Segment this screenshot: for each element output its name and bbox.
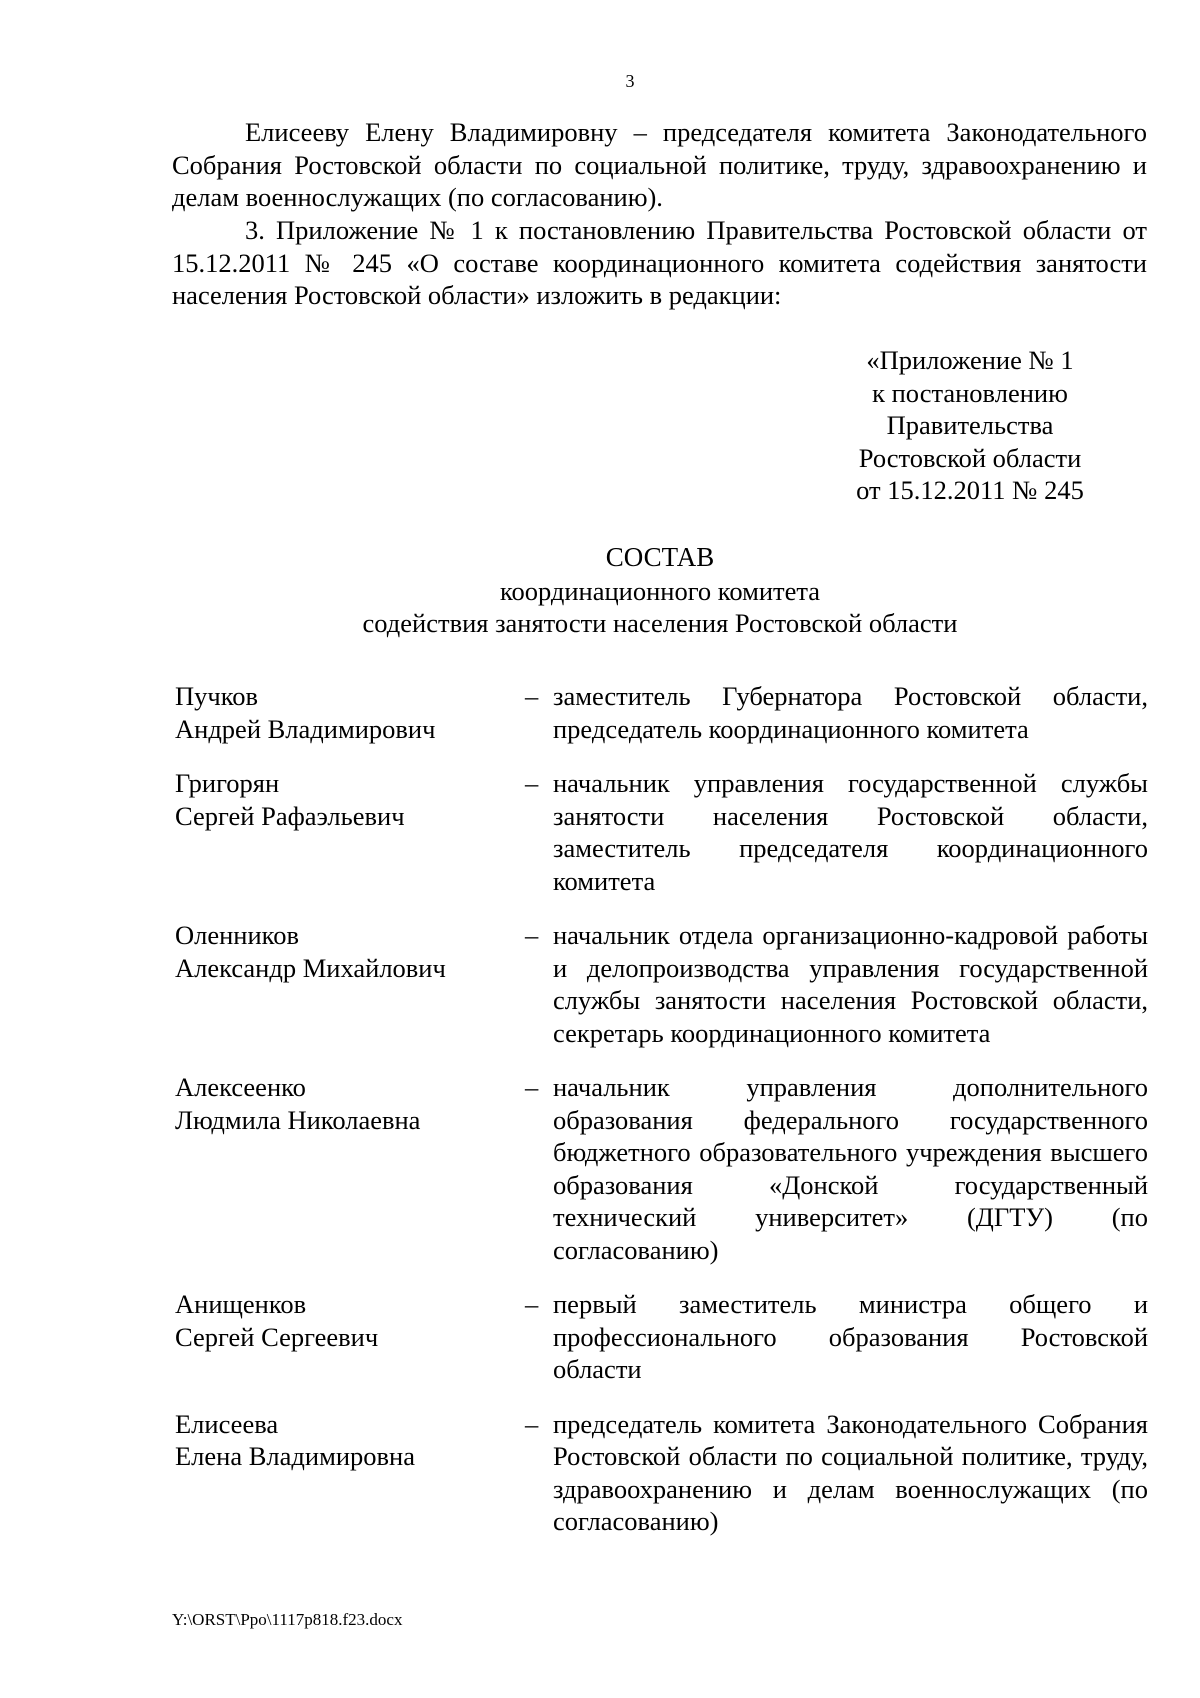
member-name bbox=[175, 767, 525, 897]
member-role: начальник управления государственной службы занятости населения Ростовской области, заместитель председателя координационного комитета bbox=[553, 768, 1148, 896]
appendix-line: «Приложение № 1 bbox=[866, 345, 1074, 375]
member-name bbox=[175, 1408, 525, 1538]
member-row bbox=[175, 1408, 1148, 1538]
member-role: заместитель Губернатора Ростовской области, председатель координационного комитета bbox=[553, 681, 1148, 744]
member-surname: Анищенков bbox=[175, 1289, 307, 1319]
member-surname: Елисеева bbox=[175, 1408, 279, 1439]
members-list bbox=[175, 680, 1148, 1560]
member-row bbox=[175, 680, 1148, 745]
appendix-reference bbox=[820, 344, 1120, 507]
member-surname: Григорян bbox=[175, 768, 280, 798]
member-role: начальник управления дополнительного образования федерального государственного бюджетного образовательного учреждения высшего образования «Донской государственный технический университет» (ДГТУ) (по согласованию) bbox=[553, 1072, 1148, 1265]
title-subtitle: содействия занятости населения Ростовской области bbox=[362, 608, 958, 638]
member-name bbox=[175, 1071, 525, 1266]
appendix-line: от 15.12.2011 № 245 bbox=[856, 475, 1084, 505]
member-surname: Пучков bbox=[175, 681, 259, 711]
member-role: первый заместитель министра общего и профессионального образования Ростовской области bbox=[553, 1289, 1148, 1384]
member-given-name: Андрей Владимирович bbox=[175, 713, 436, 744]
document-title bbox=[300, 541, 1020, 640]
member-role: председатель комитета Законодательного Собрания Ростовской области по социальной политике, труду, здравоохранению и делам военнослужащих (по согласованию) bbox=[553, 1408, 1148, 1536]
member-given-name: Людмила Николаевна bbox=[175, 1104, 421, 1135]
appendix-line: к постановлению bbox=[872, 377, 1068, 408]
member-row bbox=[175, 767, 1148, 897]
member-dash: – bbox=[525, 681, 539, 711]
appendix-line: Ростовской области bbox=[858, 442, 1082, 473]
member-given-name: Сергей Рафаэльевич bbox=[175, 800, 405, 831]
appendix-line: Правительства bbox=[886, 410, 1054, 440]
member-dash: – bbox=[525, 768, 539, 798]
member-row bbox=[175, 919, 1148, 1049]
member-given-name: Сергей Сергеевич bbox=[175, 1321, 379, 1352]
member-name bbox=[175, 919, 525, 1049]
title-subtitle: координационного комитета bbox=[499, 575, 821, 606]
member-role: начальник отдела организационно-кадровой работы и делопроизводства управления государственной службы занятости населения Ростовской области, секретарь координационного комитета bbox=[553, 920, 1148, 1048]
member-dash: – bbox=[525, 1408, 539, 1439]
member-dash: – bbox=[525, 1289, 539, 1319]
paragraph-item-3: 3. Приложение № 1 к постановлению Правительства Ростовской области от 15.12.2011 № 245 «О составе координационного комитета содействия занятости населения Ростовской области» изложить в редакции: bbox=[172, 215, 1147, 310]
member-given-name: Александр Михайлович bbox=[175, 952, 446, 983]
member-dash: – bbox=[525, 1072, 539, 1102]
paragraph-continuation: Елисееву Елену Владимировну – председателя комитета Законодательного Собрания Ростовской области по социальной политике, труду, здравоохранению и делам военнослужащих (по согласованию). bbox=[172, 117, 1147, 212]
member-given-name: Елена Владимировна bbox=[175, 1441, 415, 1471]
title-main: СОСТАВ bbox=[605, 542, 715, 572]
page-number: 3 bbox=[625, 71, 635, 91]
member-dash: – bbox=[525, 920, 539, 950]
member-name bbox=[175, 1288, 525, 1386]
member-row bbox=[175, 1288, 1148, 1386]
member-surname: Алексеенко bbox=[175, 1072, 306, 1102]
member-surname: Оленников bbox=[175, 920, 299, 950]
member-name bbox=[175, 680, 525, 745]
member-row bbox=[175, 1071, 1148, 1266]
file-path-footer: Y:\ORST\Ppo\1117p818.f23.docx bbox=[172, 1610, 403, 1629]
